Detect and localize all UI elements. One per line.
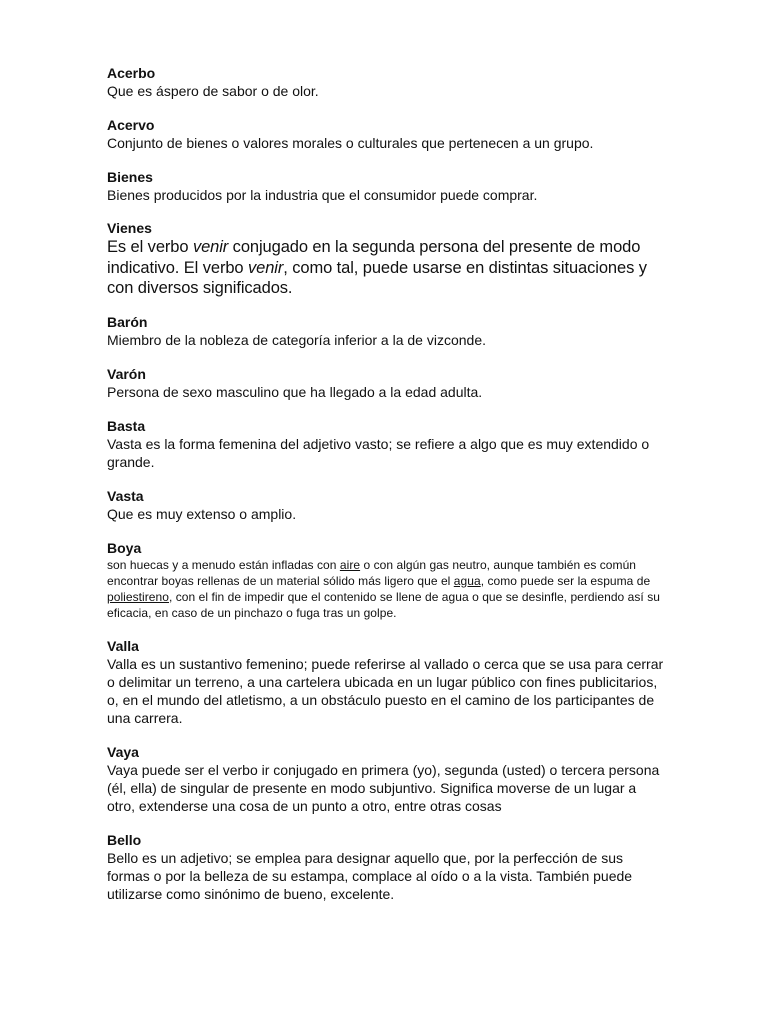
term-definition: Vaya puede ser el verbo ir conjugado en primera (yo), segunda (usted) o tercera persona (él, ella) de singular de presente en modo subjuntivo. Significa moverse de un lugar a otro, extenderse una cosa de un punto a otro, entre otras cosas bbox=[107, 761, 660, 814]
term-heading: Bello bbox=[107, 831, 142, 848]
entry-vasta bbox=[107, 488, 667, 523]
link-agua[interactable]: agua bbox=[453, 573, 481, 588]
term-heading: Boya bbox=[107, 539, 142, 556]
entry-boya bbox=[107, 540, 667, 621]
term-heading: Vienes bbox=[107, 220, 152, 236]
definition-text: , como tal, puede usarse en distintas situaciones y con diversos significados. bbox=[107, 258, 647, 297]
term-heading: Valla bbox=[107, 637, 139, 654]
term-heading: Bienes bbox=[107, 169, 153, 185]
term-heading: Vasta bbox=[107, 487, 144, 504]
term-definition: Bello es un adjetivo; se emplea para designar aquello que, por la perfección de sus formas o por la belleza de su estampa, complace al oído o a la vista. También puede utilizarse como sinónimo de bueno, excelente. bbox=[107, 849, 633, 902]
link-aire[interactable]: aire bbox=[339, 557, 361, 572]
term-heading: Basta bbox=[107, 417, 146, 434]
term-definition bbox=[107, 237, 667, 299]
definition-text: conjugado en la segunda persona del presente de modo indicativo. El verbo bbox=[107, 238, 641, 277]
entry-valla bbox=[107, 638, 667, 727]
term-definition: Que es muy extenso o amplio. bbox=[107, 505, 297, 522]
definition-text: o con algún gas neutro, aunque también es común encontrar boyas rellenas de un material sólido más ligero que el bbox=[107, 557, 637, 588]
entry-bello bbox=[107, 832, 667, 903]
entry-acerbo bbox=[107, 65, 667, 100]
term-definition: Valla es un sustantivo femenino; puede referirse al vallado o cerca que se usa para cerrar o delimitar un terreno, a una cartelera ubicada en un lugar público con fines publicitarios, o, en el mundo del atletismo, a un obstáculo puesto en el camino de los participantes de una carrera. bbox=[107, 655, 664, 726]
entry-bienes bbox=[107, 169, 667, 204]
term-definition: Bienes producidos por la industria que el consumidor puede comprar. bbox=[107, 187, 538, 203]
term-definition: Que es áspero de sabor o de olor. bbox=[107, 83, 319, 99]
term-definition bbox=[107, 557, 667, 621]
entry-vienes bbox=[107, 220, 667, 299]
definition-text: , con el fin de impedir que el contenido se llene de agua o que se desinfle, perdiendo así su eficacia, en caso de un pinchazo o fuga tras un golpe. bbox=[107, 589, 660, 620]
term-definition: Persona de sexo masculino que ha llegado a la edad adulta. bbox=[107, 383, 483, 400]
definition-emphasis: venir bbox=[192, 238, 229, 256]
term-definition: Vasta es la forma femenina del adjetivo vasto; se refiere a algo que es muy extendido o grande. bbox=[107, 435, 650, 470]
entry-acervo bbox=[107, 117, 667, 152]
term-heading: Barón bbox=[107, 313, 148, 330]
glossary-list bbox=[107, 65, 667, 903]
link-poliestireno[interactable]: poliestireno bbox=[107, 589, 169, 604]
term-definition: Conjunto de bienes o valores morales o culturales que pertenecen a un grupo. bbox=[107, 135, 594, 151]
definition-text: son huecas y a menudo están infladas con bbox=[107, 557, 340, 572]
term-heading: Vaya bbox=[107, 743, 139, 760]
entry-varon bbox=[107, 366, 667, 401]
definition-text: , como puede ser la espuma de bbox=[480, 573, 651, 588]
term-heading: Acerbo bbox=[107, 65, 156, 81]
term-heading: Varón bbox=[107, 365, 146, 382]
definition-text: Es el verbo bbox=[107, 238, 193, 256]
term-heading: Acervo bbox=[107, 117, 155, 133]
entry-baron bbox=[107, 314, 667, 349]
entry-vaya bbox=[107, 744, 667, 815]
term-definition: Miembro de la nobleza de categoría inferior a la de vizconde. bbox=[107, 331, 486, 348]
definition-emphasis: venir bbox=[247, 258, 284, 277]
entry-basta bbox=[107, 418, 667, 471]
